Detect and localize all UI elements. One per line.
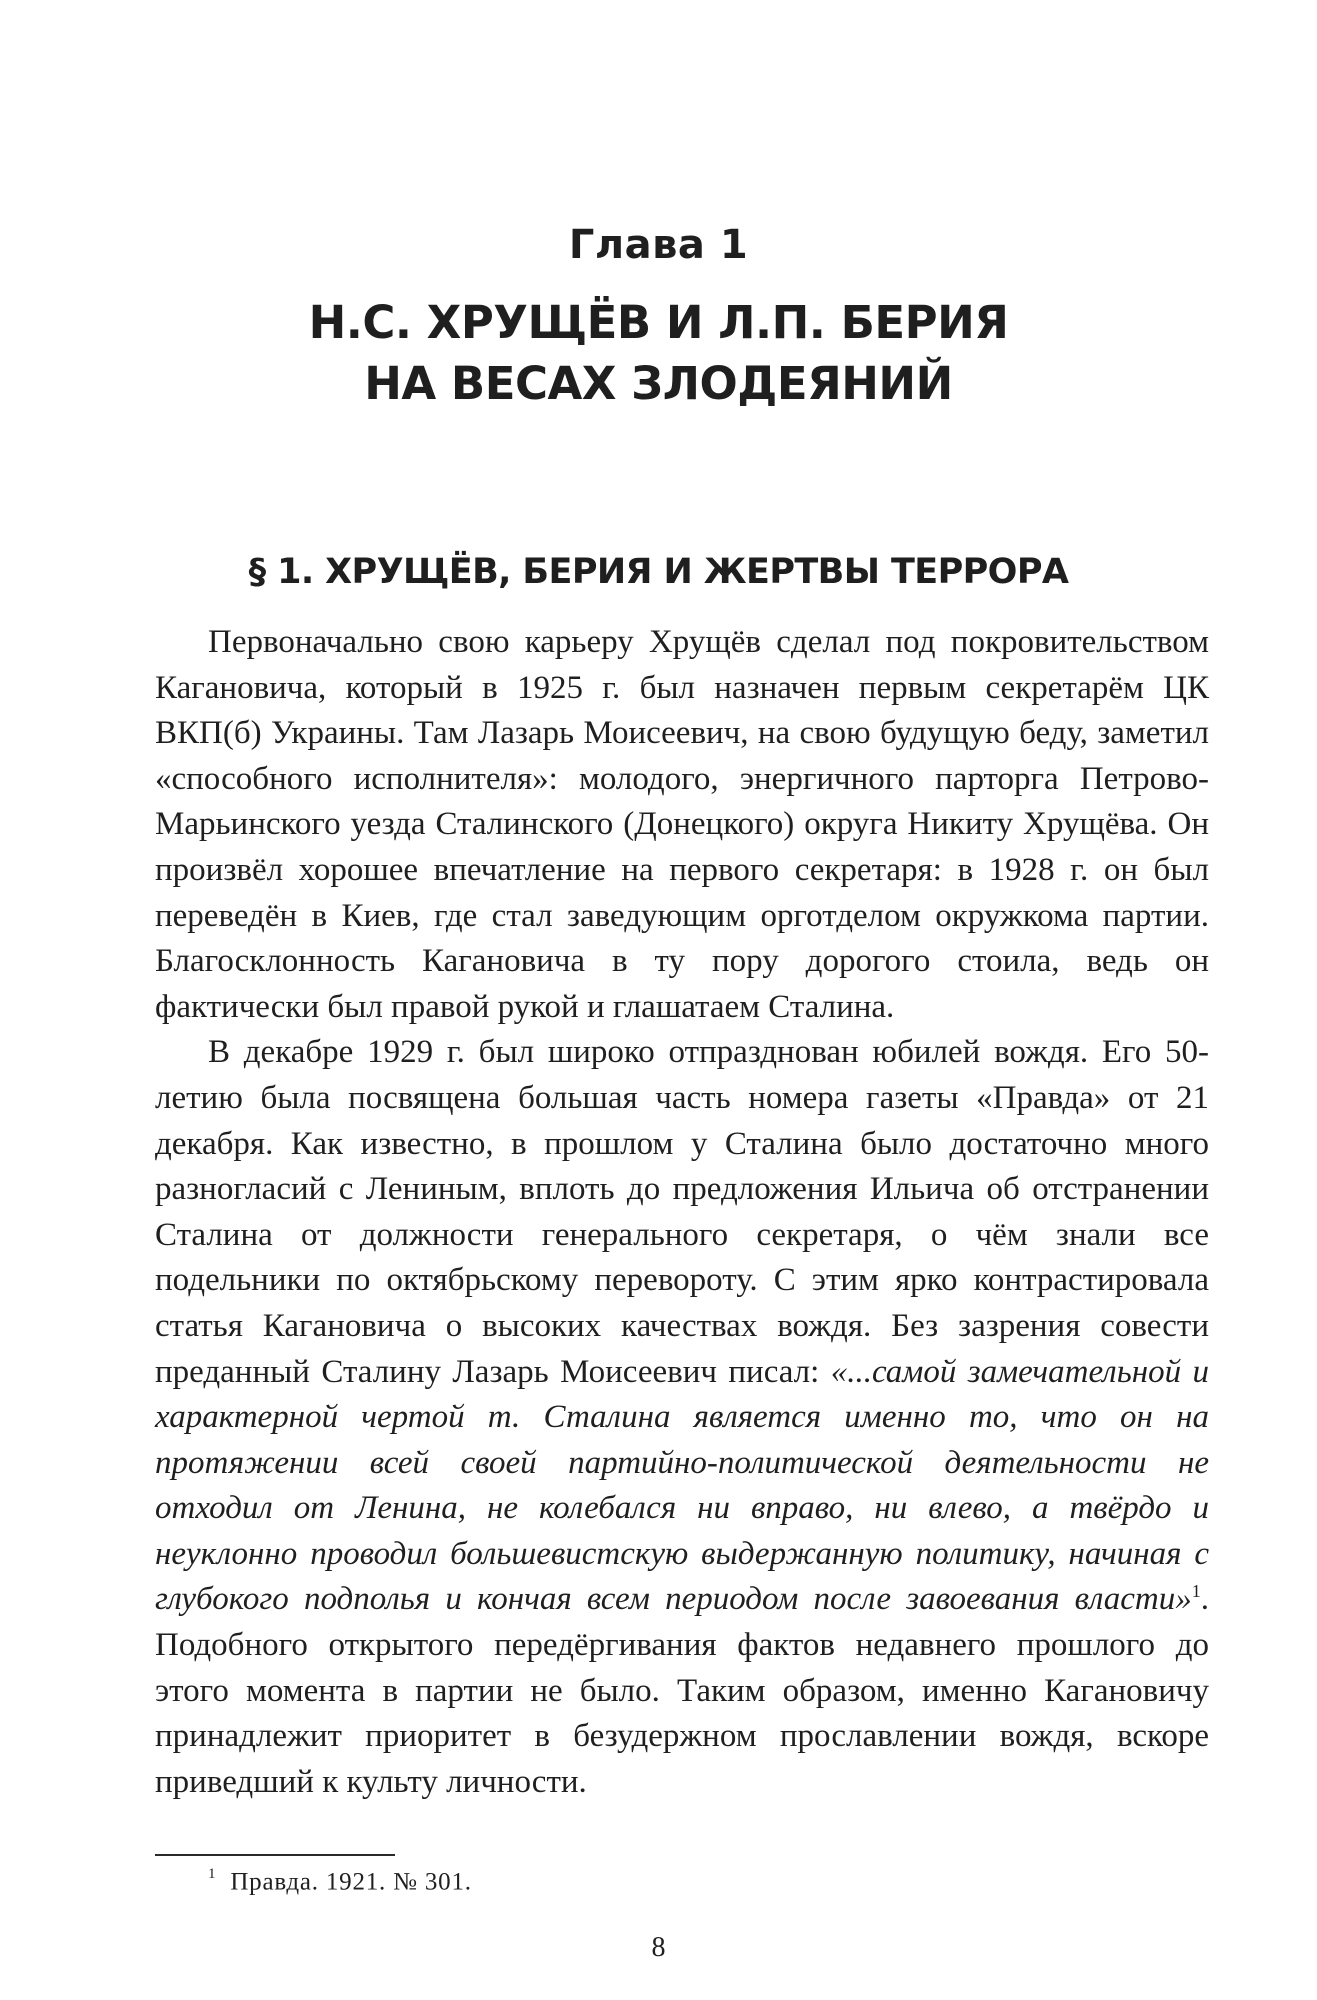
footnote-number: 1	[208, 1866, 217, 1882]
paragraph-2	[155, 1030, 1209, 1805]
kaganovich-quote: «...самой замечательной и характерной чертой т. Сталина является именно то, что он на протяжении всей своей партийно-политической деятельности не отходил от Ленина, не колебался ни вправо, ни влево, а твёрдо и неуклонно проводил большевистскую выдержанную политику, начиная с глубокого подполья и кончая всем периодом после завоевания власти»	[155, 1353, 1209, 1618]
paragraph-1: Первоначально свою карьеру Хрущёв сделал под покровительством Кагановича, который в 1925 г. был назначен первым секретарём ЦК ВКП(б) Украины. Там Лазарь Моисеевич, на свою будущую беду, заметил «способного исполнителя»: молодого, энергичного парторга Петрово-Марьинского уезда Сталинского (Донецкого) округа Никиту Хрущёва. Он произвёл хорошее впечатление на первого секретаря: в 1928 г. он был переведён в Киев, где стал заведующим орготделом окружкома партии. Благосклонность Кагановича в ту пору дорогого стоила, ведь он фактически был правой рукой и глашатаем Сталина.	[155, 624, 1209, 1025]
paragraph-2-text-after-quote: . Подобного открытого передёргивания фактов недавнего прошлого до этого момента в партии не было. Таким образом, именно Кагановичу принадлежит приоритет в безудержном прославлении вождя, вскоре приведший к культу личности.	[155, 1581, 1209, 1800]
footnote-reference[interactable]: 1	[1191, 1581, 1201, 1602]
chapter-title	[0, 292, 1317, 414]
page-number: 8	[651, 1932, 666, 1963]
section-title: § 1. ХРУЩЁВ, БЕРИЯ И ЖЕРТВЫ ТЕРРОРА	[248, 552, 1069, 592]
chapter-title-line-1: Н.С. ХРУЩЁВ И Л.П. БЕРИЯ	[308, 296, 1009, 349]
chapter-label: Глава 1	[568, 222, 749, 268]
chapter-title-line-2: НА ВЕСАХ ЗЛОДЕЯНИЙ	[364, 357, 953, 410]
paragraph-2-text-before-quote: В декабре 1929 г. был широко отпразднован юбилей вождя. Его 50-летию была посвящена большая часть номера газеты «Правда» от 21 декабря. Как известно, в прошлом у Сталина было достаточно много разногласий с Лениным, вплоть до предложения Ильича об отстранении Сталина от должности генерального секретаря, о чём знали все подельники по октябрьскому перевороту. С этим ярко контрастировала статья Кагановича о высоких качествах вождя. Без зазрения совести преданный Сталину Лазарь Моисеевич писал:	[155, 1034, 1209, 1390]
footnote-text: Правда. 1921. № 301.	[230, 1868, 472, 1896]
body-text	[155, 620, 1209, 1805]
footnote-divider	[155, 1854, 395, 1856]
footnote	[208, 1868, 472, 1896]
